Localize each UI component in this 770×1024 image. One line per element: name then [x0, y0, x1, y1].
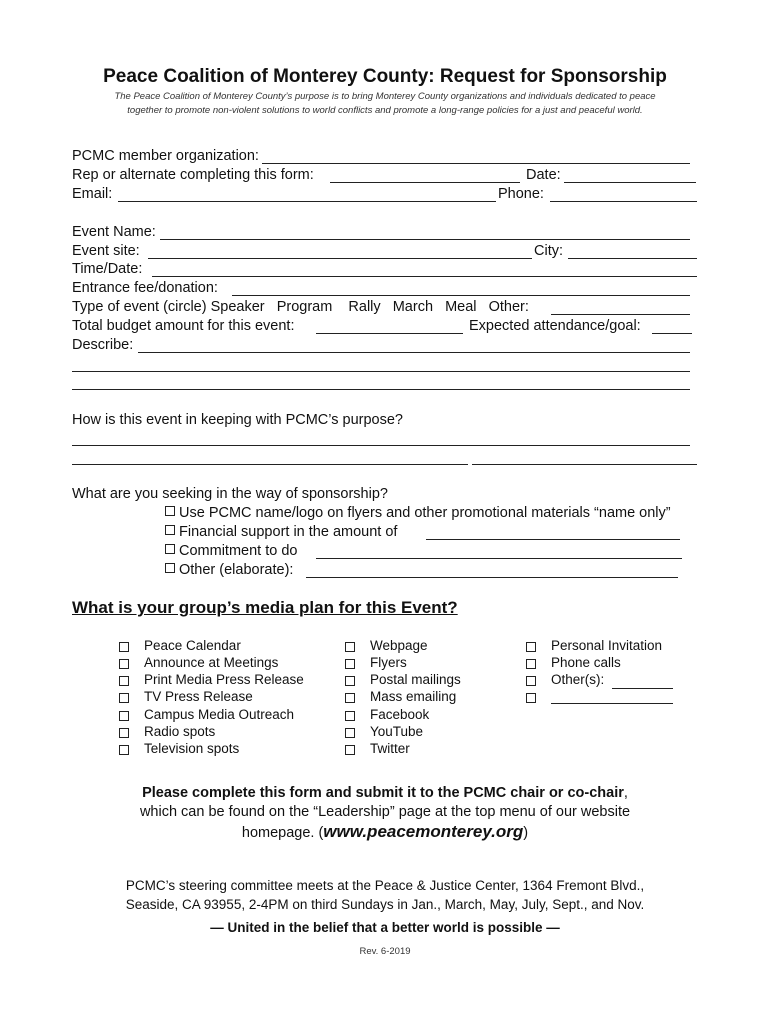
- checkbox-icon[interactable]: [345, 728, 355, 738]
- media-option-label: Campus Media Outreach: [144, 707, 295, 722]
- media-option-label: Announce at Meetings: [144, 655, 279, 670]
- rep-field[interactable]: [330, 182, 520, 183]
- entrance-fee-label: Entrance fee/donation:: [72, 280, 218, 296]
- describe-label: Describe:: [72, 337, 134, 353]
- member-org-label: PCMC member organization:: [72, 148, 259, 164]
- describe-field-3[interactable]: [72, 389, 690, 390]
- checkbox-icon[interactable]: [119, 693, 129, 703]
- steering-line-2: Seaside, CA 93955, 2-4PM on third Sundays in Jan., March, May, July, Sept., and Nov.: [125, 897, 645, 912]
- submit-line-3-post: ): [523, 825, 529, 841]
- form-title: Peace Coalition of Monterey County: Request for Sponsorship: [103, 66, 667, 87]
- media-option-label: Webpage: [370, 638, 428, 653]
- submit-line-3: [0, 822, 770, 842]
- financial-amount-field[interactable]: [426, 539, 680, 540]
- total-budget-field[interactable]: [316, 333, 463, 334]
- sponsor-option-label: Other (elaborate):: [179, 562, 294, 578]
- media-option-label: Radio spots: [144, 724, 216, 739]
- submit-bold-text: Please complete this form and submit it to the PCMC chair or co-chair: [142, 785, 624, 801]
- checkbox-icon[interactable]: [345, 676, 355, 686]
- checkbox-icon[interactable]: [526, 693, 536, 703]
- checkbox-icon[interactable]: [165, 506, 175, 516]
- media-option-label: Peace Calendar: [144, 638, 241, 653]
- steering-line-1: PCMC’s steering committee meets at the Peace & Justice Center, 1364 Fremont Blvd.,: [125, 878, 645, 893]
- media-option-label: Facebook: [370, 707, 430, 722]
- sponsorship-question: What are you seeking in the way of sponsorship?: [72, 486, 388, 502]
- describe-field-2[interactable]: [72, 371, 690, 372]
- email-field[interactable]: [118, 201, 496, 202]
- website-link[interactable]: www.peacemonterey.org: [323, 822, 524, 841]
- submit-line-3-pre: homepage. (: [241, 825, 324, 841]
- sponsor-option-other[interactable]: [165, 562, 293, 578]
- event-name-label: Event Name:: [72, 224, 156, 240]
- checkbox-icon[interactable]: [165, 544, 175, 554]
- checkbox-icon[interactable]: [526, 642, 536, 652]
- checkbox-icon[interactable]: [119, 711, 129, 721]
- purpose-answer-1[interactable]: [72, 445, 690, 446]
- media-option-label: Twitter: [370, 741, 410, 756]
- event-site-label: Event site:: [72, 243, 140, 259]
- media-option-label: Postal mailings: [370, 672, 461, 687]
- checkbox-icon[interactable]: [345, 642, 355, 652]
- submit-line-1: [0, 785, 770, 801]
- media-plan-heading: What is your group’s media plan for this Event?: [72, 598, 458, 617]
- checkbox-icon[interactable]: [119, 745, 129, 755]
- sponsor-option-name-only[interactable]: [165, 505, 671, 521]
- sponsor-option-financial[interactable]: [165, 524, 397, 540]
- commitment-field[interactable]: [316, 558, 682, 559]
- media-option-label: Flyers: [370, 655, 407, 670]
- media-option-label: Mass emailing: [370, 689, 457, 704]
- purpose-question: How is this event in keeping with PCMC’s purpose?: [72, 412, 403, 428]
- sponsor-option-label: Financial support in the amount of: [179, 524, 398, 540]
- purpose-answer-2a[interactable]: [72, 464, 468, 465]
- checkbox-icon[interactable]: [119, 642, 129, 652]
- sponsor-option-label: Commitment to do: [179, 543, 298, 559]
- time-date-field[interactable]: [152, 276, 697, 277]
- phone-label: Phone:: [498, 186, 544, 202]
- member-org-field[interactable]: [262, 163, 690, 164]
- sponsor-option-commitment[interactable]: [165, 543, 297, 559]
- rep-label: Rep or alternate completing this form:: [72, 167, 314, 183]
- checkbox-icon[interactable]: [526, 659, 536, 669]
- purpose-answer-2b[interactable]: [472, 464, 697, 465]
- expected-attendance-label: Expected attendance/goal:: [469, 318, 641, 334]
- total-budget-label: Total budget amount for this event:: [72, 318, 295, 334]
- checkbox-icon[interactable]: [119, 676, 129, 686]
- media-option-label: Phone calls: [551, 655, 621, 670]
- event-type-label: Type of event (circle) Speaker Program Rally March Meal Other:: [72, 299, 529, 315]
- revision-label: Rev. 6-2019: [359, 946, 411, 957]
- city-label: City:: [534, 243, 563, 259]
- submit-line-2: which can be found on the “Leadership” page at the top menu of our website: [139, 804, 631, 820]
- checkbox-icon[interactable]: [345, 693, 355, 703]
- purpose-line-2: together to promote non-violent solutions to world conflicts and promote a long-range policies for a just and peaceful world.: [127, 105, 643, 116]
- event-type-other-field[interactable]: [551, 314, 690, 315]
- time-date-label: Time/Date:: [72, 261, 143, 277]
- date-field[interactable]: [564, 182, 696, 183]
- media-option-label: TV Press Release: [144, 689, 253, 704]
- entrance-fee-field[interactable]: [232, 295, 690, 296]
- city-field[interactable]: [568, 258, 697, 259]
- email-label: Email:: [72, 186, 113, 202]
- media-option-label: Other(s):: [551, 672, 605, 687]
- media-option-label: YouTube: [370, 724, 424, 739]
- motto: — United in the belief that a better world is possible —: [210, 920, 560, 935]
- other-elaborate-field[interactable]: [306, 577, 678, 578]
- media-blank-field[interactable]: [551, 703, 673, 704]
- checkbox-icon[interactable]: [526, 676, 536, 686]
- phone-field[interactable]: [550, 201, 697, 202]
- event-site-field[interactable]: [148, 258, 532, 259]
- media-option-label: Television spots: [144, 741, 240, 756]
- sponsor-option-label: Use PCMC name/logo on flyers and other promotional materials “name only”: [179, 505, 671, 521]
- event-name-field[interactable]: [160, 239, 690, 240]
- media-option-label: Print Media Press Release: [144, 672, 304, 687]
- checkbox-icon[interactable]: [119, 728, 129, 738]
- checkbox-icon[interactable]: [165, 525, 175, 535]
- media-option-label: Personal Invitation: [551, 638, 663, 653]
- expected-attendance-field[interactable]: [652, 333, 692, 334]
- submit-comma: ,: [623, 785, 628, 801]
- date-label: Date:: [526, 167, 561, 183]
- checkbox-icon[interactable]: [345, 745, 355, 755]
- checkbox-icon[interactable]: [165, 563, 175, 573]
- describe-field-1[interactable]: [138, 352, 690, 353]
- media-other-field[interactable]: [612, 688, 673, 689]
- checkbox-icon[interactable]: [345, 711, 355, 721]
- checkbox-icon[interactable]: [345, 659, 355, 669]
- purpose-line-1: The Peace Coalition of Monterey County’s purpose is to bring Monterey County organizations and individuals dedicated to peace: [114, 91, 656, 102]
- checkbox-icon[interactable]: [119, 659, 129, 669]
